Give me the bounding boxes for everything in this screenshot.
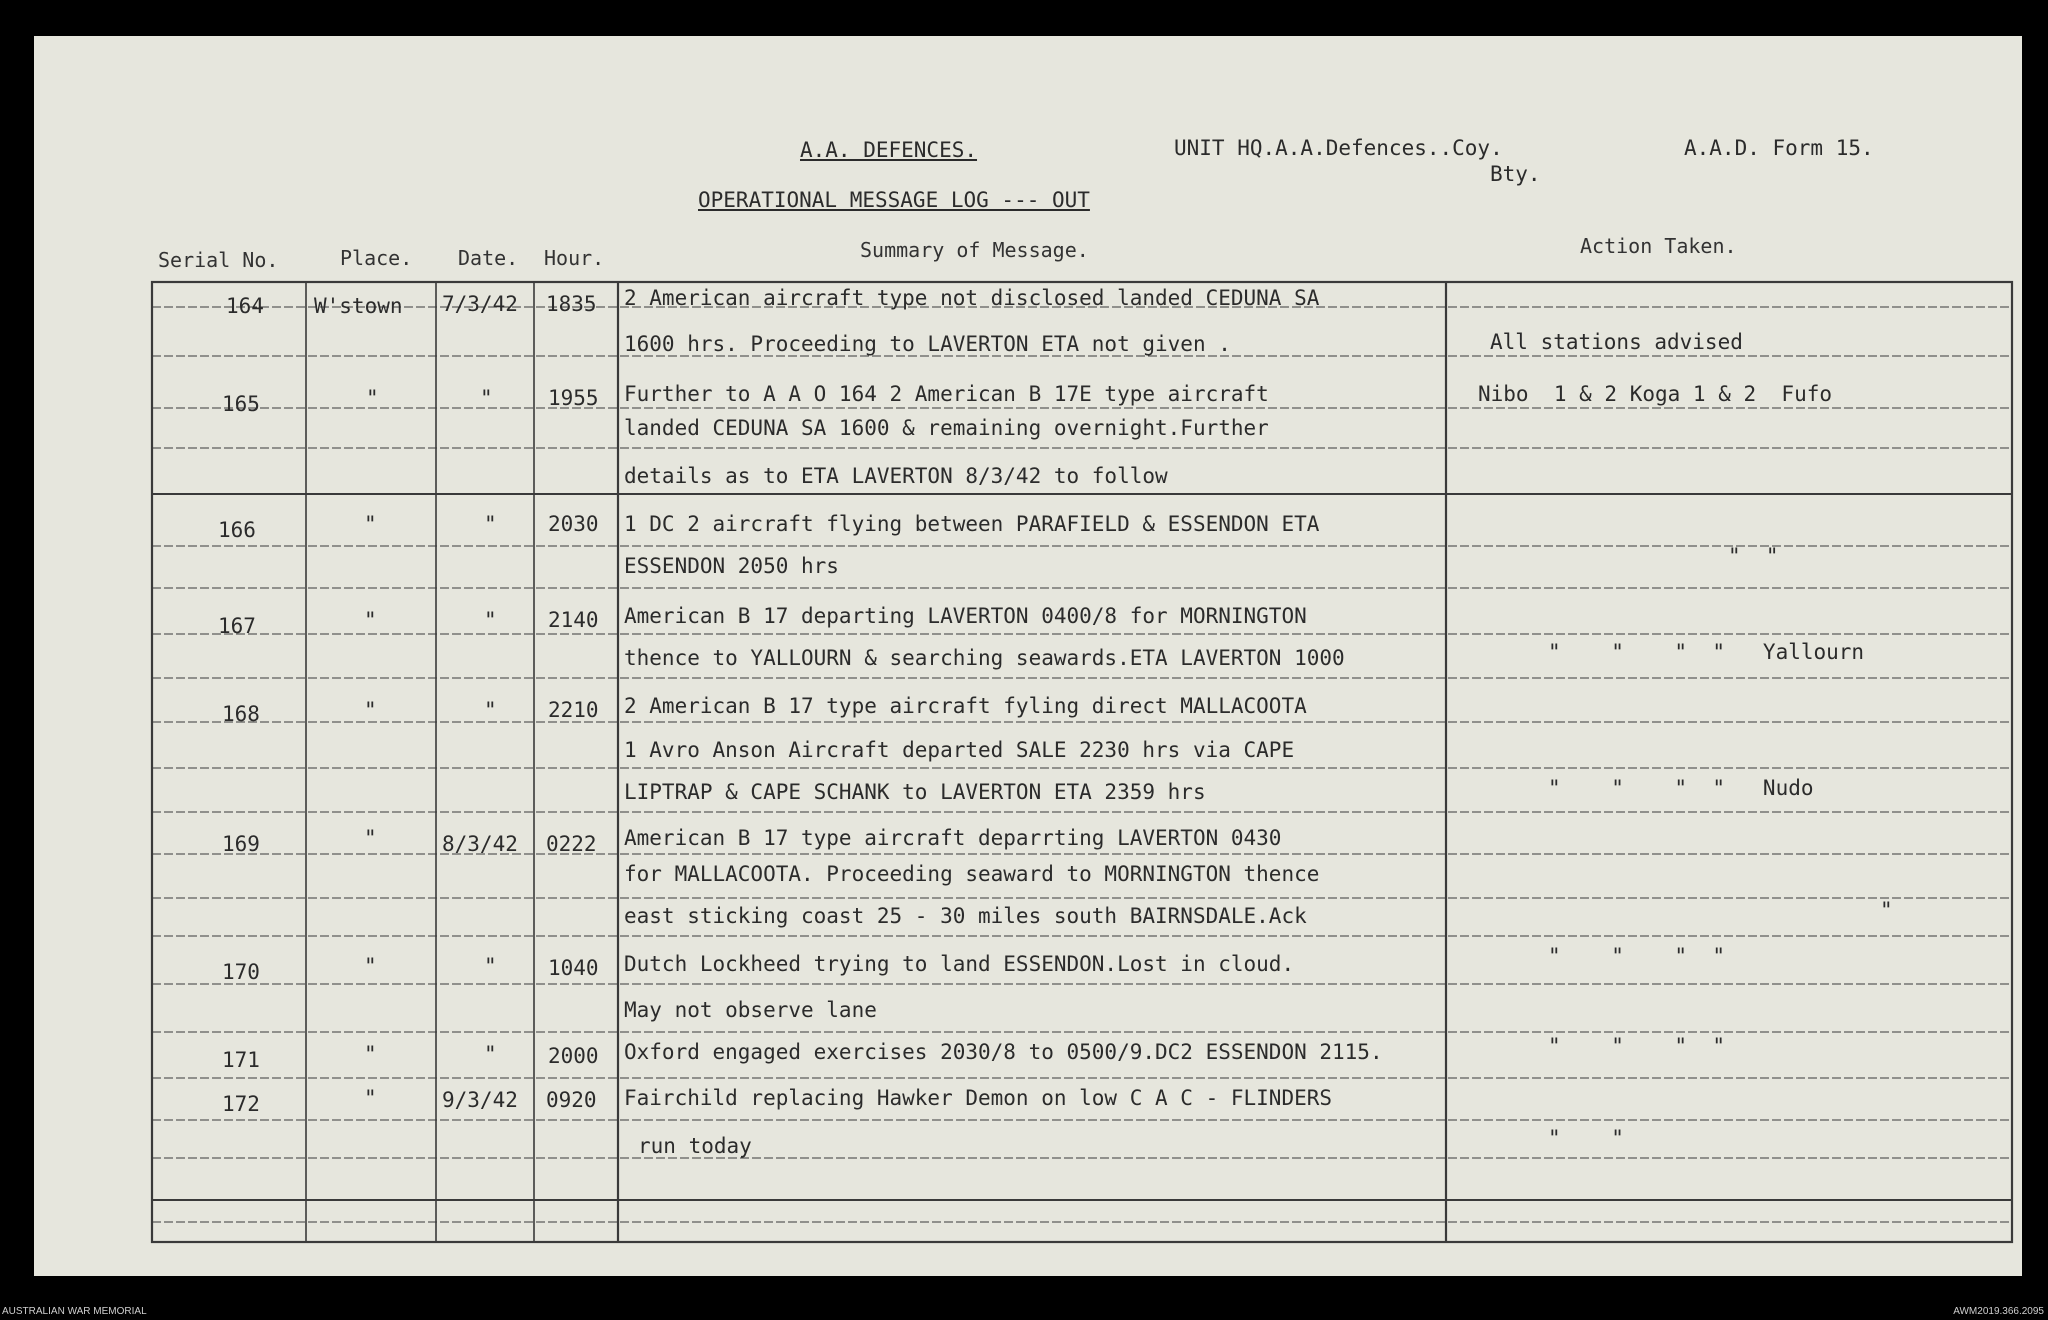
entry-summary-line: Fairchild replacing Hawker Demon on low C A C - FLINDERS	[624, 1086, 1333, 1110]
entry-summary-line: run today	[638, 1134, 752, 1158]
entry-date: "	[484, 954, 497, 978]
entry-hour: 1040	[548, 956, 599, 980]
entry-summary-line: Further to A A O 164 2 American B 17E type aircraft	[624, 382, 1269, 406]
archive-credit: AUSTRALIAN WAR MEMORIAL	[2, 1306, 147, 1317]
entry-serial: 172	[222, 1092, 260, 1116]
entry-hour: 2210	[548, 698, 599, 722]
col-action: Action Taken.	[1580, 234, 1737, 258]
entry-date: "	[480, 386, 493, 410]
entry-serial: 168	[222, 702, 260, 726]
entry-place: "	[364, 1042, 377, 1066]
entry-summary-line: 1600 hrs. Proceeding to LAVERTON ETA not given .	[624, 332, 1231, 356]
archive-id: AWM2019.366.2095	[1953, 1306, 2044, 1317]
entry-serial: 171	[222, 1048, 260, 1072]
unit-title: A.A. DEFENCES.	[800, 138, 978, 162]
entry-summary-line: ESSENDON 2050 hrs	[624, 554, 839, 578]
entry-summary-line: details as to ETA LAVERTON 8/3/42 to follow	[624, 464, 1168, 488]
entry-summary-line: May not observe lane	[624, 998, 877, 1022]
entry-place: "	[364, 698, 377, 722]
col-summary: Summary of Message.	[860, 238, 1089, 262]
action-all-stations: All stations advised	[1490, 330, 1743, 354]
action-yallourn: " " " " Yallourn	[1548, 640, 1865, 664]
entry-summary-line: 1 Avro Anson Aircraft departed SALE 2230 hrs via CAPE	[624, 738, 1295, 762]
action-ditto: " " " "	[1548, 1034, 1726, 1058]
entry-hour: 0222	[546, 832, 597, 856]
entry-hour: 2140	[548, 608, 599, 632]
entry-serial: 170	[222, 960, 260, 984]
entry-hour: 2030	[548, 512, 599, 536]
entry-place: "	[364, 608, 377, 632]
entry-summary-line: east sticking coast 25 - 30 miles south BAIRNSDALE.Ack	[624, 904, 1307, 928]
entry-hour: 0920	[546, 1088, 597, 1112]
action-ditto: " "	[1548, 1126, 1624, 1150]
entry-summary-line: 1 DC 2 aircraft flying between PARAFIELD & ESSENDON ETA	[624, 512, 1320, 536]
entry-serial: 169	[222, 832, 260, 856]
action-ditto: " "	[1728, 544, 1779, 568]
col-place: Place.	[340, 246, 413, 270]
col-date: Date.	[458, 246, 519, 270]
entry-serial: 167	[218, 614, 256, 638]
entry-serial: 165	[222, 392, 260, 416]
entry-summary-line: 2 American aircraft type not disclosed landed CEDUNA SA	[624, 286, 1320, 310]
action-stations-list: Nibo 1 & 2 Koga 1 & 2 Fufo	[1478, 382, 1833, 406]
entry-summary-line: Oxford engaged exercises 2030/8 to 0500/9.DC2 ESSENDON 2115.	[624, 1040, 1383, 1064]
entry-serial: 164	[226, 294, 264, 318]
entry-hour: 1835	[546, 292, 597, 316]
entry-place: "	[364, 954, 377, 978]
entry-date: "	[484, 512, 497, 536]
entry-summary-line: 2 American B 17 type aircraft fyling direct MALLACOOTA	[624, 694, 1307, 718]
entry-summary-line: for MALLACOOTA. Proceeding seaward to MORNINGTON thence	[624, 862, 1320, 886]
entry-summary-line: LIPTRAP & CAPE SCHANK to LAVERTON ETA 2359 hrs	[624, 780, 1206, 804]
entry-place: "	[366, 386, 379, 410]
entry-place: "	[364, 1086, 377, 1110]
entry-summary-line: landed CEDUNA SA 1600 & remaining overnight.Further	[624, 416, 1269, 440]
log-sheet	[34, 36, 2022, 1276]
form-number: A.A.D. Form 15.	[1684, 136, 1874, 160]
entry-hour: 2000	[548, 1044, 599, 1068]
entry-summary-line: American B 17 departing LAVERTON 0400/8 for MORNINGTON	[624, 604, 1307, 628]
action-nudo: " " " " Nudo	[1548, 776, 1814, 800]
bty-label: Bty.	[1490, 162, 1541, 186]
entry-date: 9/3/42	[442, 1088, 518, 1112]
entry-date: "	[484, 698, 497, 722]
entry-date: 8/3/42	[442, 832, 518, 856]
entry-summary-line: thence to YALLOURN & searching seawards.ETA LAVERTON 1000	[624, 646, 1345, 670]
col-hour: Hour.	[544, 246, 605, 270]
action-ditto: "	[1880, 898, 1893, 922]
action-ditto: " " " "	[1548, 944, 1726, 968]
entry-date: 7/3/42	[442, 292, 518, 316]
log-title: OPERATIONAL MESSAGE LOG --- OUT	[698, 188, 1090, 212]
entry-serial: 166	[218, 518, 256, 542]
entry-summary-line: Dutch Lockheed trying to land ESSENDON.Lost in cloud.	[624, 952, 1295, 976]
entry-summary-line: American B 17 type aircraft deparrting LAVERTON 0430	[624, 826, 1282, 850]
entry-place: "	[364, 826, 377, 850]
col-serial: Serial No.	[158, 248, 279, 272]
entry-date: "	[484, 608, 497, 632]
entry-place: "	[364, 512, 377, 536]
entry-place: W'stown	[314, 294, 403, 318]
unit-label: UNIT HQ.A.A.Defences..Coy.	[1174, 136, 1503, 160]
entry-hour: 1955	[548, 386, 599, 410]
entry-date: "	[484, 1042, 497, 1066]
